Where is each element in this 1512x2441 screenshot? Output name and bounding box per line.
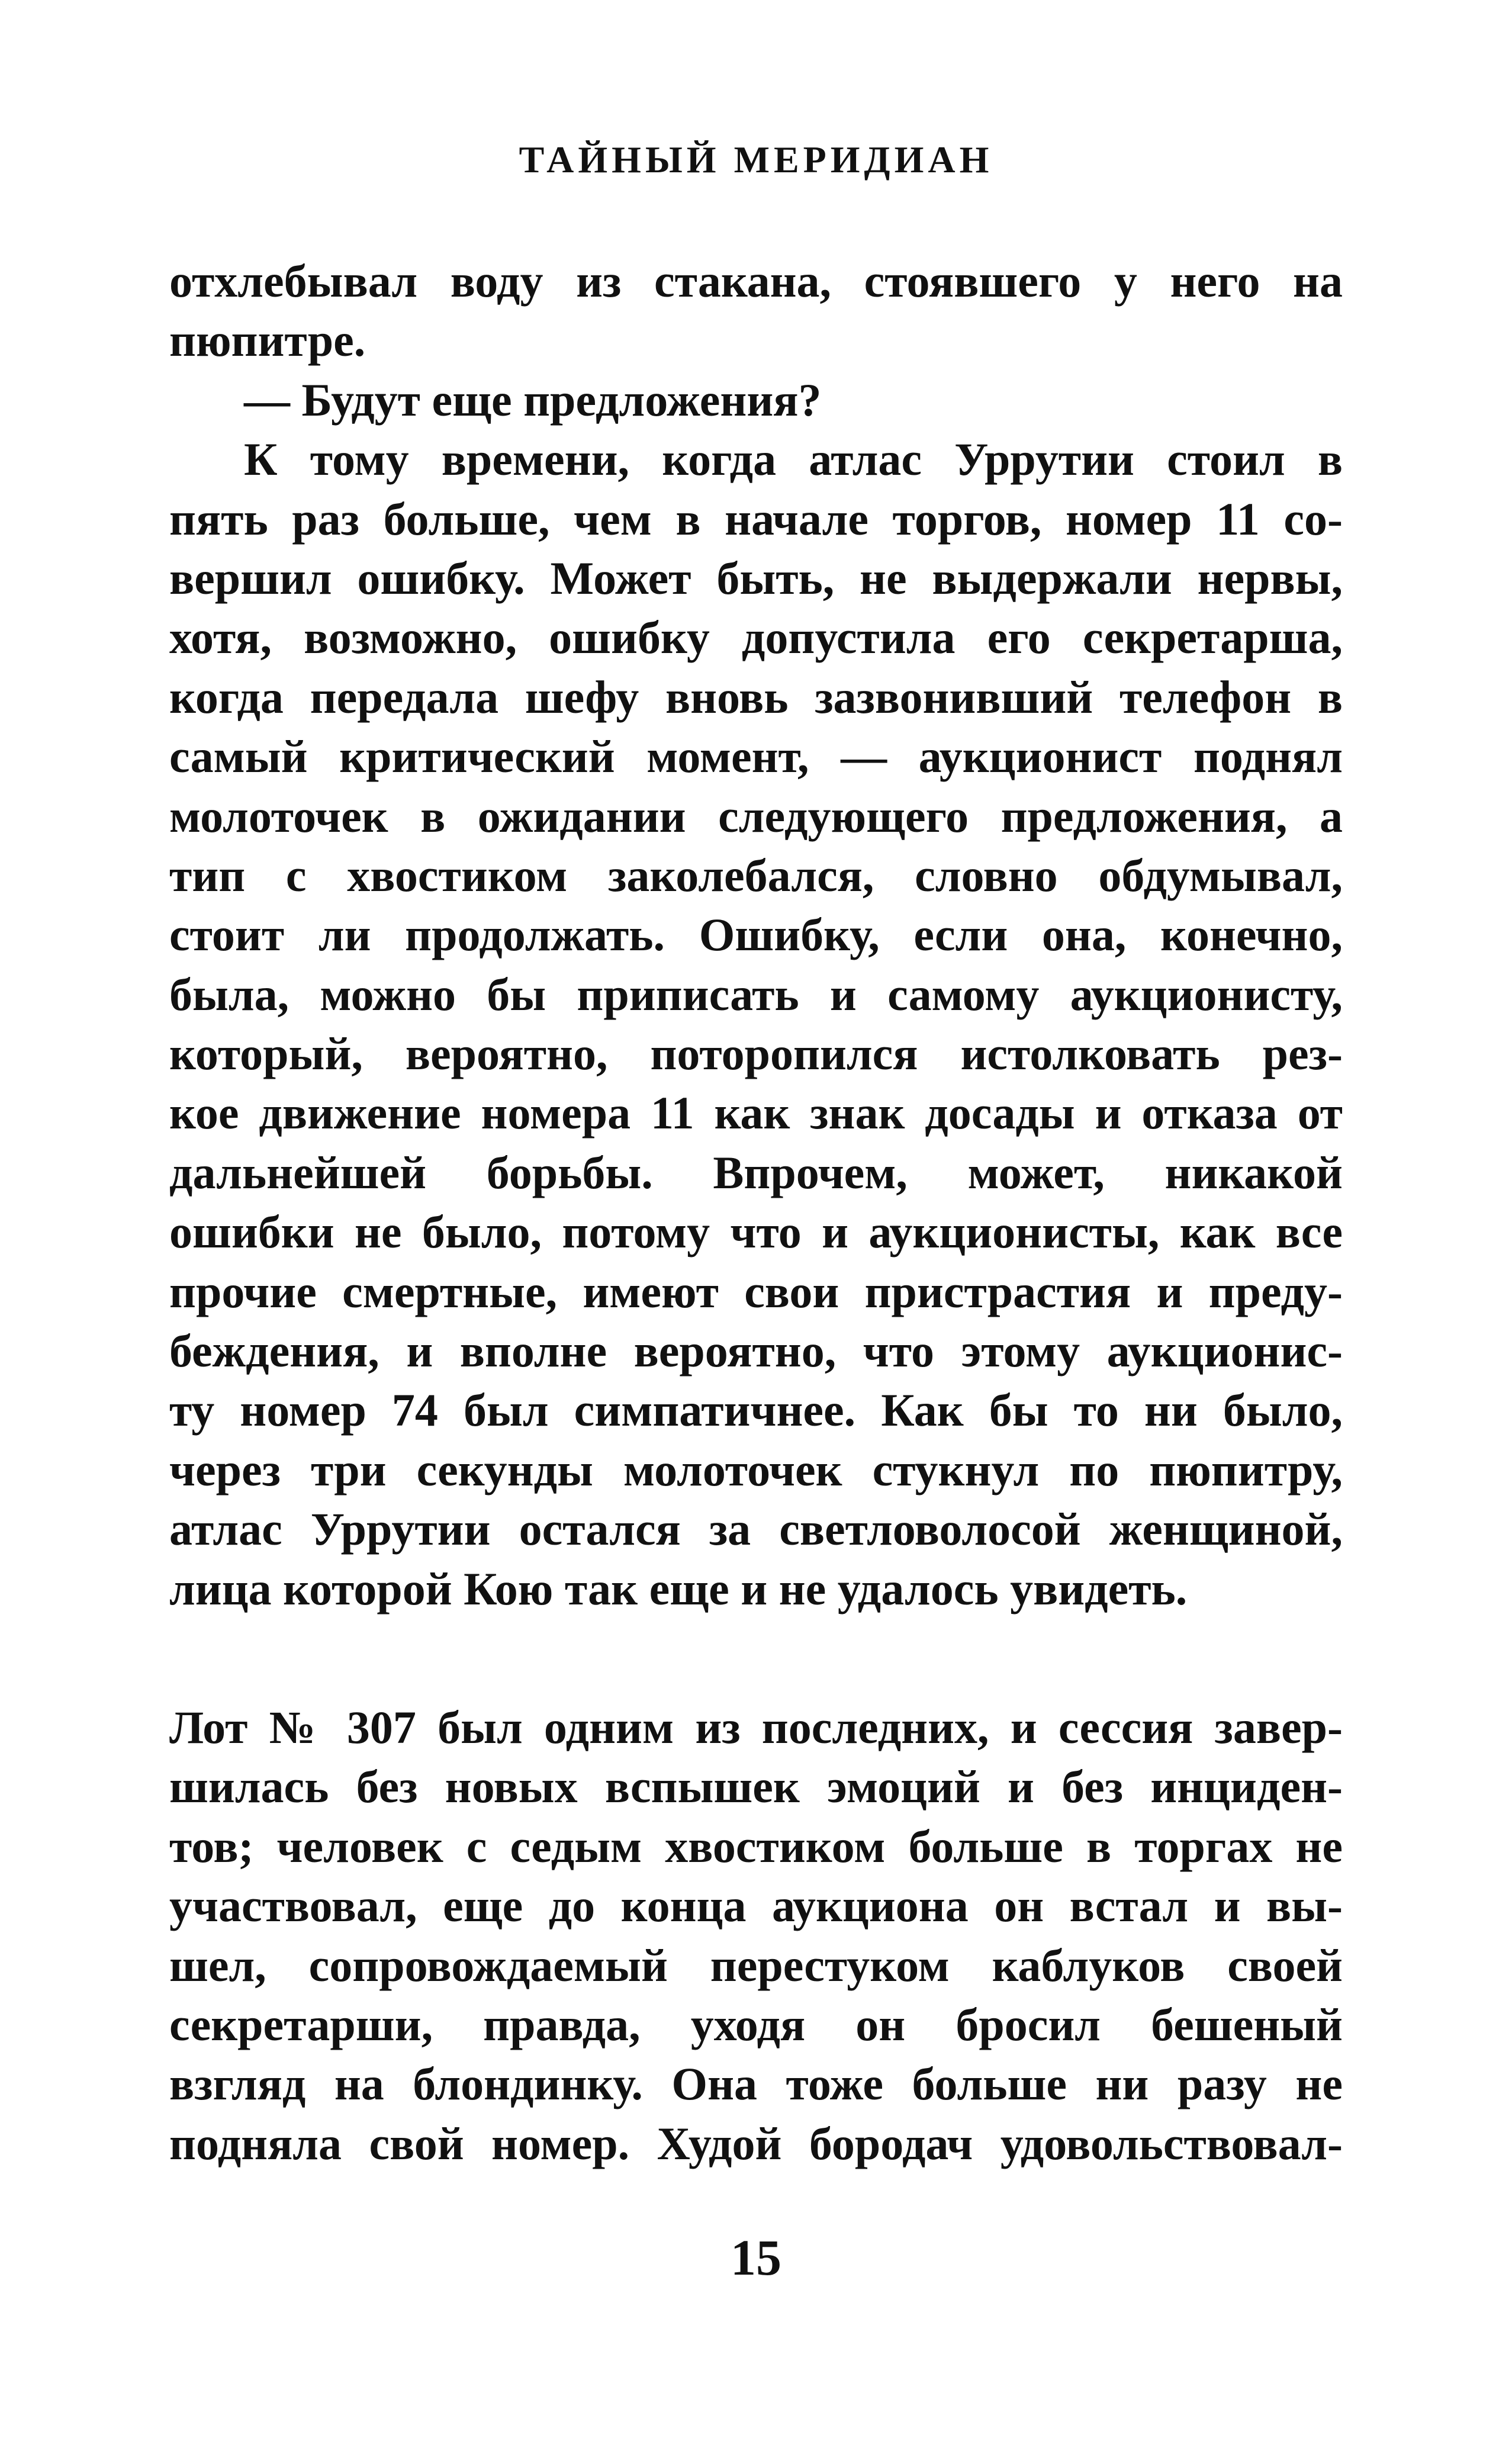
text-line: хотя, возможно, ошибку допустила его секретарша, [169, 612, 1343, 664]
text-line: когда передала шефу вновь зазвонивший телефон в [169, 671, 1343, 723]
page-number: 15 [731, 2229, 781, 2286]
text-line: шел, сопровождаемый перестуком каблуков своей [169, 1939, 1343, 1991]
text-line: участвовал, еще до конца аукциона он встал и вы- [169, 1880, 1343, 1932]
text-block-2 [169, 1698, 1343, 2173]
text-line: секретарши, правда, уходя он бросил бешеный [169, 1998, 1343, 2050]
text-line: пять раз больше, чем в начале торгов, номер 11 со- [169, 493, 1343, 545]
text-line: молоточек в ожидании следующего предложения, а [169, 790, 1343, 842]
text-line: дальнейшей борьбы. Впрочем, может, никакой [169, 1146, 1343, 1198]
text-line: ту номер 74 был симпатичнее. Как бы то ни было, [169, 1384, 1343, 1436]
text-line: через три секунды молоточек стукнул по пюпитру, [169, 1443, 1343, 1496]
text-line: ошибки не было, потому что и аукционисты, как все [169, 1206, 1343, 1258]
text-line: К тому времени, когда атлас Уррутии стоил в [244, 433, 1343, 485]
text-line: атлас Уррутии остался за светловолосой женщиной, [169, 1503, 1343, 1555]
text-line: тип с хвостиком заколебался, словно обдумывал, [169, 849, 1343, 901]
text-line: тов; человек с седым хвостиком больше в торгах не [169, 1820, 1343, 1872]
text-line: пюпитре. [169, 314, 366, 366]
text-line: беждения, и вполне вероятно, что этому аукционис- [169, 1325, 1343, 1377]
text-line: самый критический момент, — аукционист поднял [169, 731, 1343, 783]
text-line: который, вероятно, поторопился истолковать рез- [169, 1028, 1343, 1080]
text-line: — Будут еще предложения? [244, 374, 822, 426]
text-line: взгляд на блондинку. Она тоже больше ни разу не [169, 2058, 1343, 2110]
text-line: лица которой Кою так еще и не удалось увидеть. [169, 1562, 1188, 1615]
text-line: стоит ли продолжать. Ошибку, если она, конечно, [169, 909, 1343, 961]
text-line: вершил ошибку. Может быть, не выдержали нервы, [169, 552, 1343, 604]
text-line: кое движение номера 11 как знак досады и отказа от [169, 1087, 1343, 1139]
text-line: шилась без новых вспышек эмоций и без инциден- [169, 1761, 1343, 1813]
text-line: была, можно бы приписать и самому аукционисту, [169, 968, 1343, 1020]
running-head: ТАЙНЫЙ МЕРИДИАН [519, 139, 993, 181]
text-line: подняла свой номер. Худой бородач удовольствовал- [169, 2117, 1343, 2169]
text-line: отхлебывал воду из стакана, стоявшего у него на [169, 255, 1343, 307]
text-line: Лот № 307 был одним из последних, и сессия завер- [169, 1702, 1343, 1753]
text-line: прочие смертные, имеют свои пристрастия и преду- [169, 1265, 1343, 1317]
text-block-1 [169, 252, 1343, 1619]
